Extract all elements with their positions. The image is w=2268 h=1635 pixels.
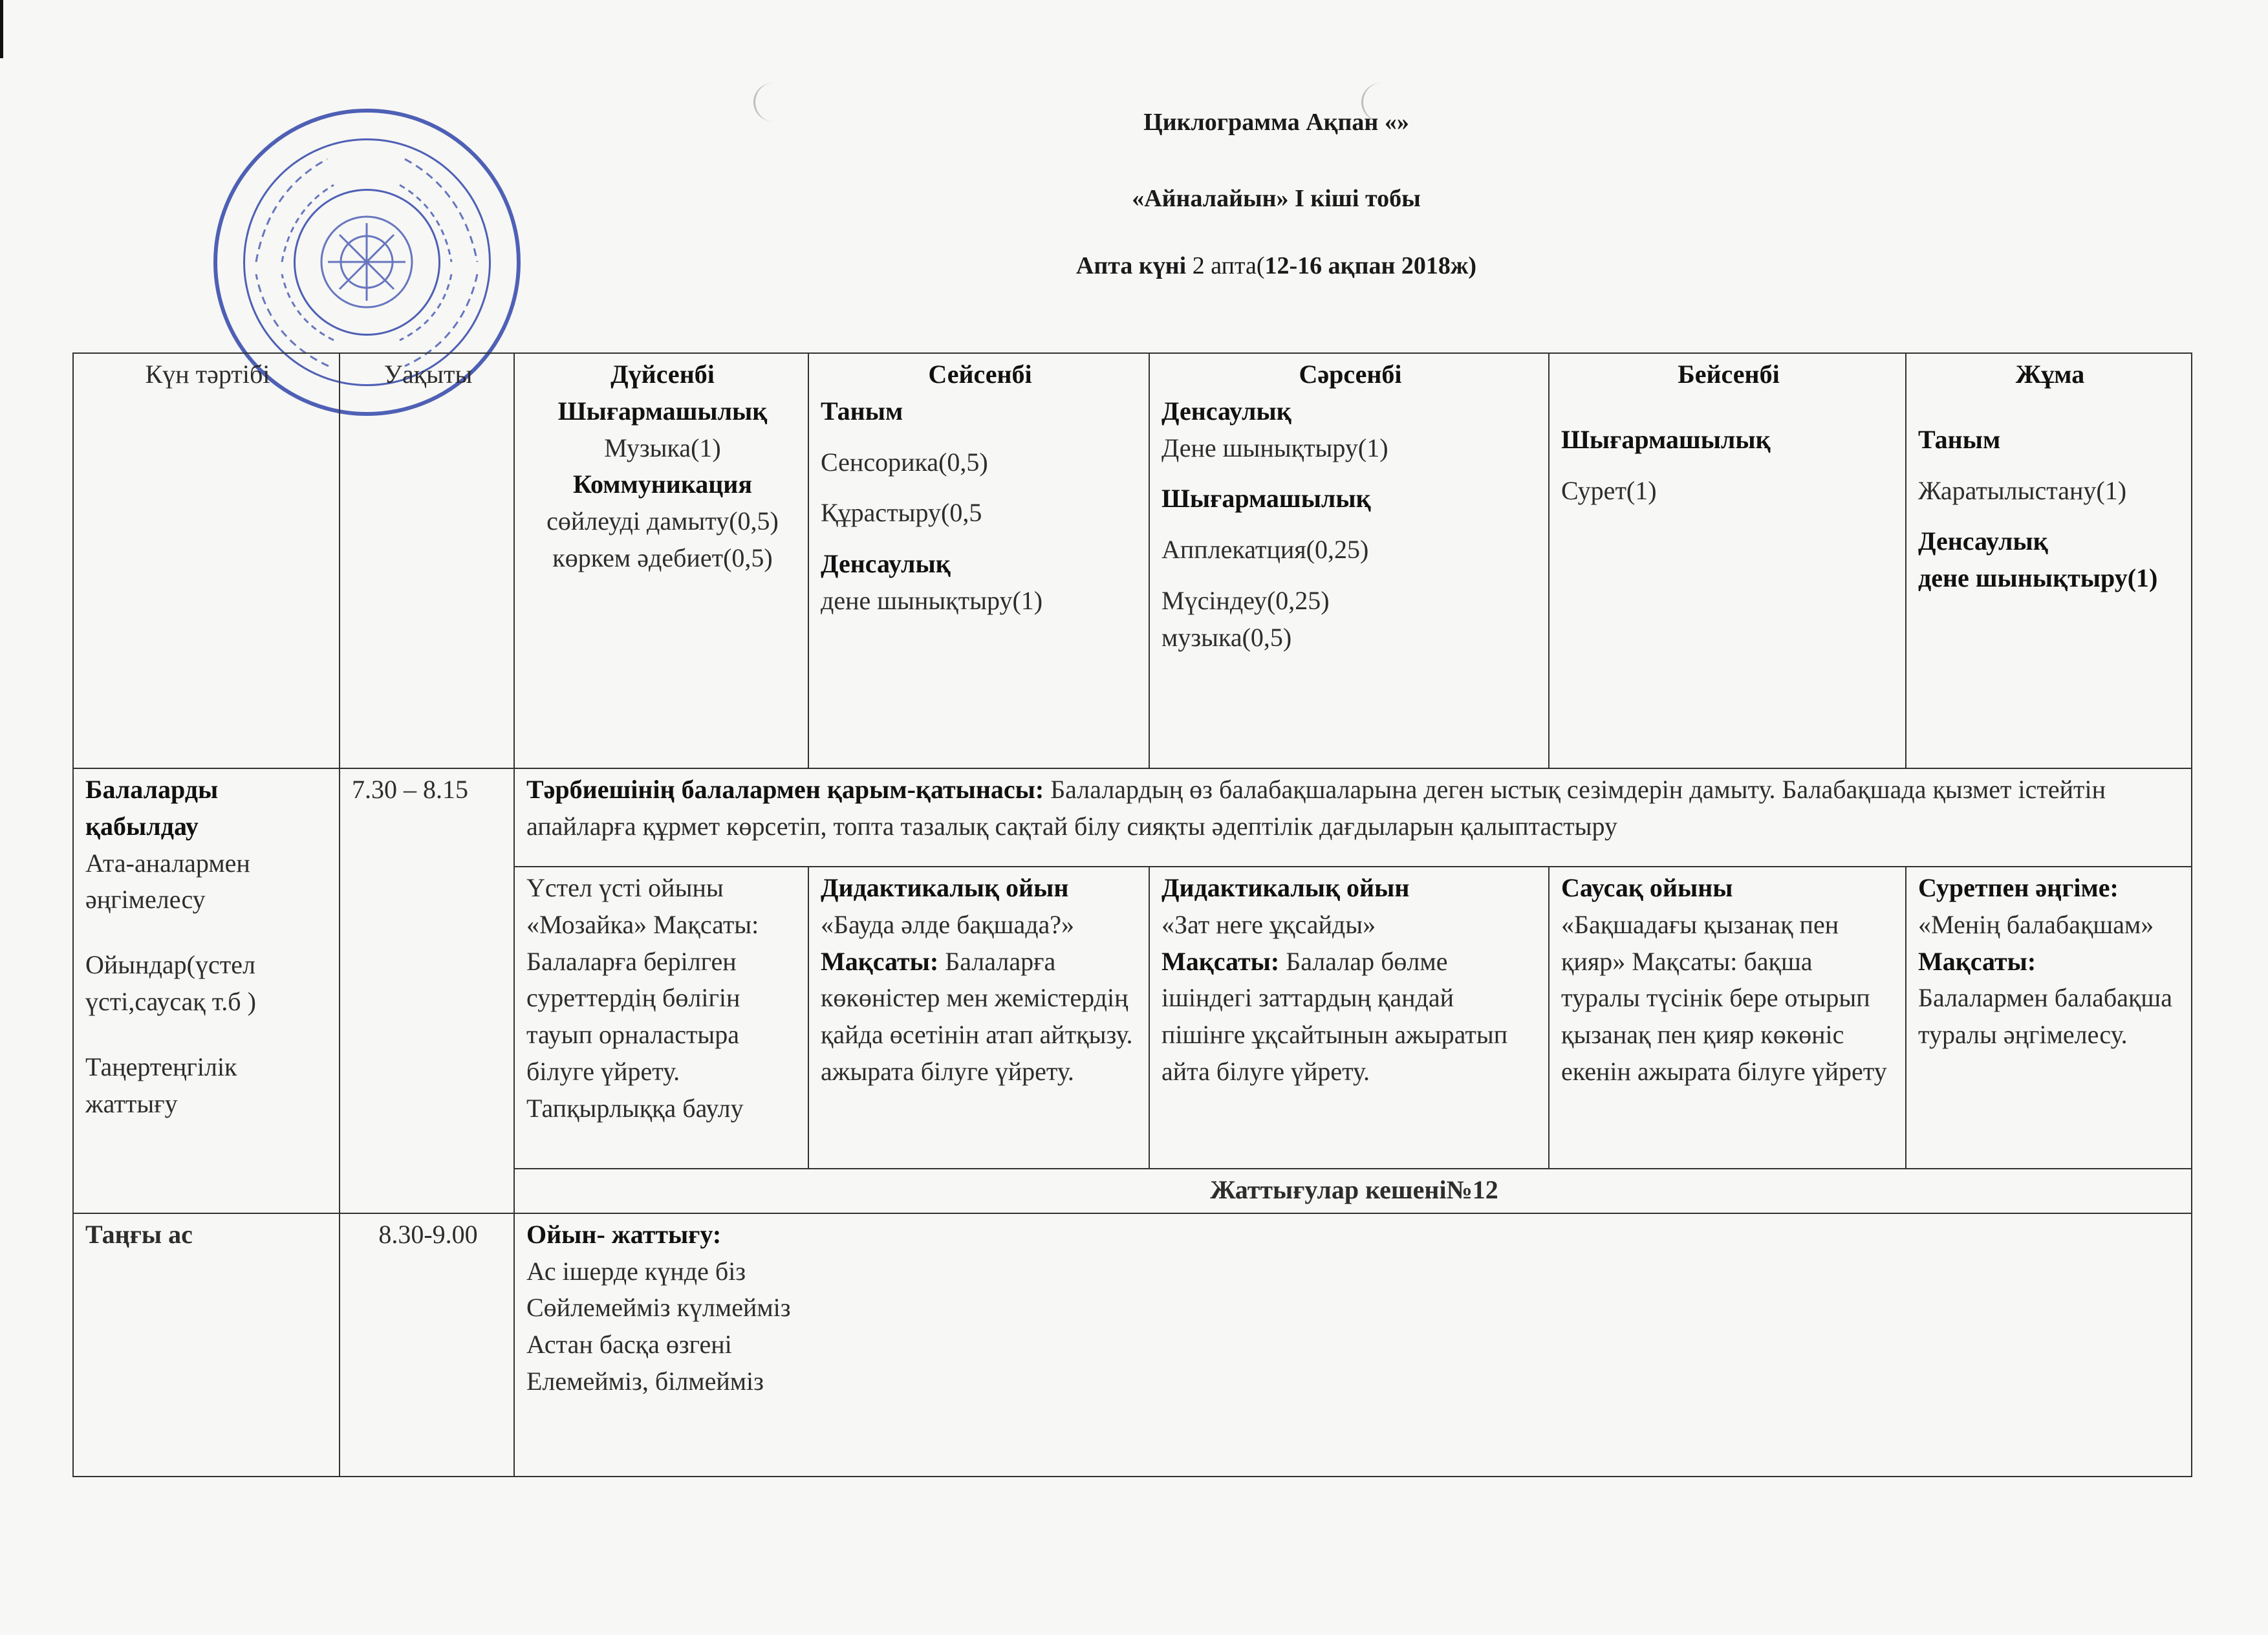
col-header-time: Уақыты [340,353,514,768]
activity-thursday: Саусақ ойыны «Бақшадағы қызанақ пен қияр» Мақсаты: бақша туралы түсінік бере отырып қызанақ пен қияр көкөніс екенін ажырата білуге үйрету [1549,867,1906,1169]
activity-tuesday: Дидактикалық ойын «Бауда әлде бақшада?» Мақсаты: Балаларға көкөністер мен жемістердің қайда өсетінін атап айтқызу. ажырата білуге үйрету. [808,867,1149,1169]
col-header-tuesday: Сейсенбі Таным Сенсорика(0,5) Құрастыру(0,5 Денсаулық дене шынықтыру(1) [808,353,1149,768]
reception-row [73,768,2192,867]
cyclogram-table [72,352,2192,1477]
group-name: «Айналайын» I кіші тобы [1132,185,1421,212]
week-line: Апта күні 2 апта(12-16 ақпан 2018ж) [1075,252,1477,279]
activity-friday: Суретпен әңгіме: «Менің балабақшам» Мақсаты: Балалармен балабақша туралы әңгімелесу. [1906,867,2192,1169]
teacher-communication-cell: Тәрбиешінің балалармен қарым-қатынасы: Балалардың өз балабақшаларына деген ыстық сезімдерін дамыту. Балабақшада қызмет істейтін апайларға құрмет көрсетіп, топта тазалық сақтай білу сияқты әдептілік дағдыларын қалыптастыру [514,768,2192,867]
scan-edge [0,0,3,58]
col-header-wednesday: Сәрсенбі Денсаулық Дене шынықтыру(1) Шығармашылық Апплекатция(0,25) Мүсіндеу(0,25) музыка(0,5) [1149,353,1549,768]
reception-time-cell: 7.30 – 8.15 [340,768,514,1213]
activity-monday: Үстел үсті ойыны «Мозайка» Мақсаты: Балаларға берілген суреттердің бөлігін тауып орналастыра білуге үйрету. Тапқырлыққа баулу [514,867,808,1169]
activity-wednesday: Дидактикалық ойын «Зат неге ұқсайды» Мақсаты: Балалар бөлме ішіндегі заттардың қандай пішінге ұқсайтынын ажыратып айта білуге үйрету. [1149,867,1549,1169]
col-header-regime: Күн тәртібі [73,353,340,768]
breakfast-regime-cell: Таңғы ас [73,1213,340,1477]
col-header-monday: Дүйсенбі Шығармашылық Музыка(1) Коммуникация сөйлеуді дамыту(0,5) көркем әдебиет(0,5) [514,353,808,768]
col-header-friday: Жұма Таным Жаратылыстану(1) Денсаулық дене шынықтыру(1) [1906,353,2192,768]
breakfast-row [73,1213,2192,1477]
header-row [73,353,2192,768]
breakfast-activity-cell: Ойын- жаттығу: Ас ішерде күнде біз Сөйлемейміз күлмейміз Астан басқа өзгені Елемейміз, білмейміз [514,1213,2192,1477]
exercise-complex-cell: Жаттығулар кешені№12 [514,1169,2192,1213]
document-title: Циклограмма Ақпан «» [1143,109,1409,136]
col-header-thursday: Бейсенбі Шығармашылық Сурет(1) [1549,353,1906,768]
breakfast-time-cell: 8.30-9.00 [340,1213,514,1477]
reception-regime-cell: Балаларды қабылдау Ата-аналармен әңгімелесу Ойындар(үстел үсті,саусақ т.б ) Таңертеңгілік жаттығу [73,768,340,1213]
